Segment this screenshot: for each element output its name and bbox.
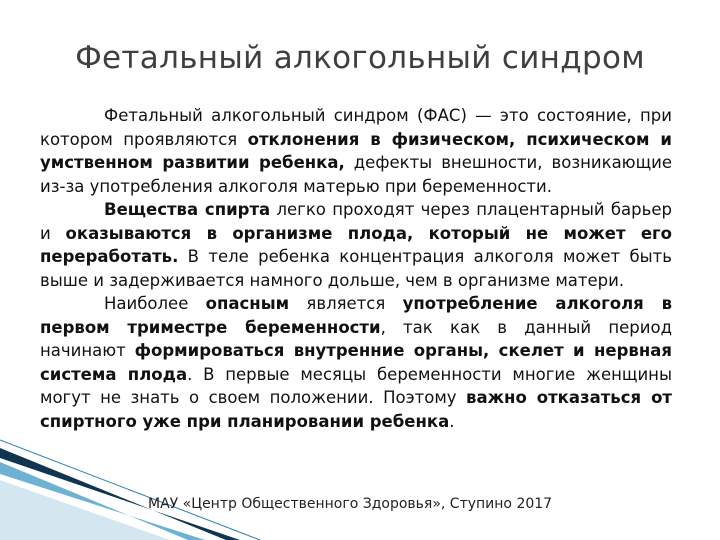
text-run: важно отказаться от спиртного уже при планировании ребенка [40, 388, 672, 431]
text-run: . [449, 411, 455, 431]
text-run: дефекты внешности, возникающие из-за употребления алкоголя матерью при беременности. [40, 153, 672, 196]
text-run: является [289, 294, 403, 313]
text-run: формироваться внутренние органы, скелет и нервная система плода [40, 341, 672, 384]
corner-stripe-pale [0, 480, 170, 540]
slide-title: Фетальный алкогольный синдром [75, 40, 645, 76]
text-run: , так как в данный период начинают [40, 317, 672, 360]
text-run: Фетальный алкогольный синдром (ФАС) [104, 106, 467, 125]
text-run: отклонения в физическом, психическом и умственном развитии ребенка, [40, 129, 672, 172]
text-run: Наиболее [104, 294, 206, 313]
text-run: употребление алкоголя в первом триместре беременности [40, 294, 673, 337]
text-run: — это состояние, при котором проявляются [40, 106, 672, 149]
text-run: . В первые месяцы беременности многие женщины могут не знать о своем положении. Поэтому [40, 364, 672, 407]
text-run: В теле ребенка концентрация алкоголя может быть выше и задерживается намного дольше, чем в организме матери. [40, 247, 672, 290]
text-run: оказываются в организме плода, который не может его переработать. [40, 223, 672, 266]
footer-caption: МАУ «Центр Общественного Здоровья», Ступино 2017 [148, 496, 553, 512]
text-run: опасным [205, 294, 290, 313]
text-run: Вещества спирта [104, 200, 271, 219]
text-run: легко проходят через плацентарный барьер и [40, 200, 672, 243]
